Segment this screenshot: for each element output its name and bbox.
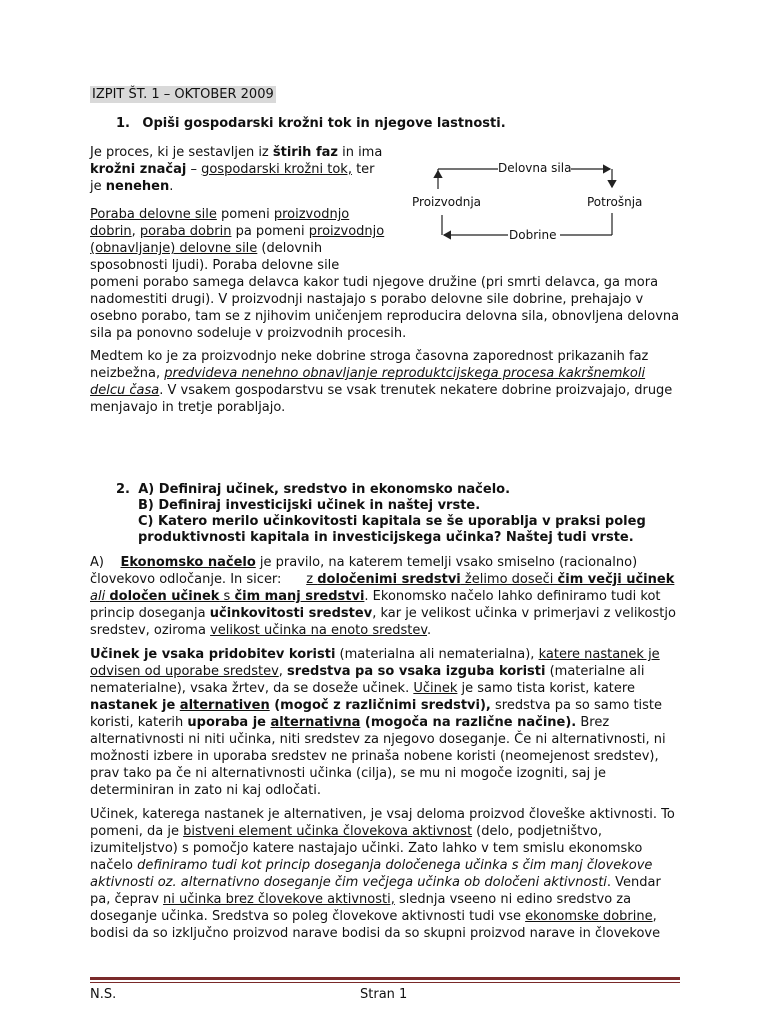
pA-line-1	[90, 554, 637, 571]
text-run: s	[219, 589, 235, 604]
text-run: Učinek	[413, 681, 458, 696]
text-run: C) Katero merilo učinkovitosti kapitala se še uporablja v praksi poleg	[138, 514, 646, 529]
text-run: alternativen	[179, 698, 270, 713]
text-run: A)	[90, 555, 104, 570]
text-run: osebno porabo, tam se z njihovim uničenjem reproducira delovna sila, obnovljena delovna	[90, 309, 680, 324]
pA-line-4	[90, 605, 676, 622]
pA-line-2	[90, 571, 674, 588]
page-number: Stran 1	[360, 987, 408, 1002]
text-run: (mogoč z različnimi sredstvi),	[269, 698, 491, 713]
text-run: določenimi sredstvi	[317, 572, 461, 587]
text-run: nadomestiti drugi). V proizvodnji nastajajo s porabo delovne sile dobrine, prehajajo v	[90, 292, 644, 307]
pB-line-1	[90, 646, 660, 663]
p1-line-2	[90, 223, 384, 240]
question-1-text: Opiši gospodarski krožni tok in njegove lastnosti.	[142, 116, 506, 131]
p1-line-3	[90, 240, 322, 257]
pB-line-5	[90, 714, 609, 731]
text-run: čim manj sredstvi	[234, 589, 365, 604]
text-run: (delovnih	[257, 241, 323, 256]
question-1-heading	[116, 115, 506, 132]
text-run: determiniran in zato ni kaj odločati.	[90, 783, 321, 798]
pB-line-3	[90, 680, 635, 697]
footer-rule-thin	[90, 982, 680, 983]
question-2-heading-line-2	[138, 497, 480, 514]
text-run: Brez	[576, 715, 610, 730]
text-run: predvideva nenehno obnavljanje reproduktcijskega procesa kakršnemkoli	[164, 366, 646, 381]
question-2-heading-line-1	[116, 481, 510, 498]
text-run: ni učinka brez človekove aktivnosti,	[163, 892, 395, 907]
text-run: pomeni, da je	[90, 824, 184, 839]
pB-line-8	[90, 765, 606, 782]
text-run: .	[169, 179, 174, 194]
text-run: ,	[652, 909, 657, 924]
text-run: princip doseganja	[90, 606, 210, 621]
diagram-label-top: Delovna sila	[498, 161, 572, 175]
text-run: (delo, podjetništvo,	[472, 824, 602, 839]
text-run: pa pomeni	[231, 224, 309, 239]
page-title: IZPIT ŠT. 1 – OKTOBER 2009	[92, 87, 274, 102]
text-run: .	[427, 623, 432, 638]
text-run: ,	[131, 224, 140, 239]
text-run: pomeni	[216, 207, 274, 222]
text-run: . V vsakem gospodarstvu se vsak trenutek nekatere dobrine proizvajajo, druge	[159, 383, 673, 398]
text-run: ali	[90, 589, 106, 604]
text-run: Poraba delovne sile	[90, 207, 217, 222]
text-run: ,	[278, 664, 288, 679]
text-run: bistveni element učinka človekova aktivnost	[183, 824, 473, 839]
text-run: Medtem ko je za proizvodnjo neke dobrine stroga časovna zaporednost prikazanih faz	[90, 349, 649, 364]
pC-line-7	[90, 908, 657, 925]
text-run: Je proces, ki je sestavljen iz	[90, 145, 273, 160]
text-run: Ekonomsko načelo	[120, 555, 256, 570]
question-2-heading-line-4	[138, 529, 634, 546]
p1-line-7	[90, 308, 679, 325]
text-run: , kar je velikost učinka v primerjavi z velikostjo	[372, 606, 676, 621]
pB-line-6	[90, 731, 666, 748]
text-run: pomeni porabo samega delavca kakor tudi njegove družine (pri smrti delavca, ga mora	[90, 275, 659, 290]
text-run: želimo doseči	[460, 572, 558, 587]
p1-line-1	[90, 206, 349, 223]
p1-line-8	[90, 325, 406, 342]
text-run: ekonomske dobrine	[525, 909, 653, 924]
pC-line-5	[90, 874, 661, 891]
pC-line-4	[90, 857, 652, 874]
text-run: z	[306, 572, 318, 587]
text-run: in ima	[337, 145, 383, 160]
text-run: je	[90, 179, 106, 194]
text-run: . Vendar	[606, 875, 661, 890]
p2-line-3	[90, 382, 672, 399]
intro-line-2	[90, 161, 375, 178]
text-run: čim večji učinek	[557, 572, 675, 587]
pC-line-6	[90, 891, 631, 908]
text-run: sredstva pa so vsaka izguba koristi	[287, 664, 546, 679]
pB-line-4	[90, 697, 662, 714]
text-run: poraba dobrin	[139, 224, 232, 239]
text-run: –	[186, 162, 202, 177]
text-run: proizvodnjo	[273, 207, 350, 222]
text-run: dobrin	[90, 224, 132, 239]
text-run: je samo tista korist, katere	[457, 681, 635, 696]
question-2-heading-line-3	[138, 513, 646, 530]
text-run: odvisen od uporabe sredstev	[90, 664, 279, 679]
text-run: možnosti izbere in uporaba sredstev ne prinaša nobene koristi (neomejenost sredstev),	[90, 749, 659, 764]
text-run: sredstva pa so samo tiste	[490, 698, 663, 713]
text-run: nastanek je	[90, 698, 180, 713]
p1-line-4	[90, 257, 339, 274]
text-run: B) Definiraj investicijski učinek in naštej vrste.	[138, 498, 481, 513]
text-run: sredstev, oziroma	[90, 623, 211, 638]
text-run: ter	[351, 162, 375, 177]
text-run: alternativna	[270, 715, 361, 730]
intro-line-1	[90, 144, 382, 161]
text-run: bodisi da so izključno proizvod narave bodisi da so skupni proizvod narave in človekove	[90, 926, 661, 941]
text-run: Učinek je vsaka pridobitev koristi	[90, 647, 336, 662]
question-1-number: 1.	[116, 116, 130, 131]
text-run: prav tako pa če ni alternativnosti učinka (cilja), se mu ni mogoče izogniti, saj je	[90, 766, 606, 781]
text-run: A) Definiraj učinek, sredstvo in ekonomsko načelo.	[138, 482, 511, 497]
text-run: (mogoča na različne načine).	[360, 715, 577, 730]
intro-line-3	[90, 178, 173, 195]
pC-line-1	[90, 806, 675, 823]
p2-line-2	[90, 365, 645, 382]
text-run: produktivnosti kapitala in investicijskega učinka? Naštej tudi vrste.	[138, 530, 634, 545]
text-run: slednja vseeno ni edino sredstvo za	[394, 892, 632, 907]
text-run: (materialne ali	[545, 664, 645, 679]
text-run: krožni značaj	[90, 162, 187, 177]
p1-line-6	[90, 291, 643, 308]
text-run: (obnavljanje) delovne sile	[90, 241, 258, 256]
text-run: alternativnosti ni niti učinka, niti sredstev za njegovo doseganje. Če ni alternativnosti, ni	[90, 732, 666, 747]
p2-line-1	[90, 348, 648, 365]
text-run: Učinek, katerega nastanek je alternativen, je vsaj deloma proizvod človeške aktivnosti. To	[90, 807, 675, 822]
text-run: je pravilo, na katerem temelji vsako smiselno (racionalno)	[255, 555, 638, 570]
footer-author: N.S.	[90, 987, 117, 1002]
text-run: proizvodnjo	[308, 224, 385, 239]
pB-line-2	[90, 663, 645, 680]
pB-line-7	[90, 748, 659, 765]
text-run: velikost učinka na enoto sredstev	[210, 623, 427, 638]
text-run: katere nastanek je	[538, 647, 660, 662]
text-run: uporaba je	[187, 715, 271, 730]
text-run: pa, čeprav	[90, 892, 164, 907]
text-run: aktivnosti oz. alternativno doseganje čim večjega učinka ob določeni aktivnosti	[90, 875, 607, 890]
text-run: izumiteljstvo) s pomočjo katere nastajajo učinki. Zato lahko v tem smislu ekonomsko	[90, 841, 643, 856]
circular-flow-diagram	[412, 155, 652, 245]
text-run: (materialna ali nematerialna),	[335, 647, 539, 662]
text-run: gospodarski krožni tok,	[201, 162, 352, 177]
question-2-number: 2.	[116, 482, 130, 497]
diagram-label-left: Proizvodnja	[412, 195, 482, 209]
footer-rule	[90, 977, 680, 980]
text-run: načelo	[90, 858, 138, 873]
pC-line-2	[90, 823, 602, 840]
text-run: štirih faz	[272, 145, 338, 160]
pA-line-5	[90, 622, 431, 639]
pC-line-3	[90, 840, 642, 857]
text-run: definiramo tudi kot princip doseganja določenega učinka s čim manj človekove	[137, 858, 653, 873]
text-run: nenehen	[105, 179, 170, 194]
text-run: menjavajo in tretje porabljajo.	[90, 400, 286, 415]
pC-line-8	[90, 925, 660, 942]
pB-line-9	[90, 782, 321, 799]
pA-line-3	[90, 588, 661, 605]
p2-line-4	[90, 399, 285, 416]
text-run: sposobnosti ljudi). Poraba delovne sile	[90, 258, 340, 273]
text-run: neizbežna,	[90, 366, 165, 381]
text-run: učinkovitosti sredstev	[209, 606, 373, 621]
p1-line-5	[90, 274, 658, 291]
text-run: doseganje učinka. Sredstva so poleg človekove aktivnosti tudi vse	[90, 909, 526, 924]
text-run: koristi, katerih	[90, 715, 188, 730]
text-run: delcu časa	[90, 383, 160, 398]
text-run: sila pa ponovno sodeluje v proizvodnih procesih.	[90, 326, 407, 341]
diagram-label-bottom: Dobrine	[509, 228, 557, 242]
text-run: . Ekonomsko načelo lahko definiramo tudi kot	[364, 589, 661, 604]
diagram-label-right: Potrošnja	[587, 195, 643, 209]
text-run: določen učinek	[109, 589, 220, 604]
text-run: nematerialne), vsaka žrtev, da se doseže učinek.	[90, 681, 414, 696]
text-run: človekovo odločanje. In sicer:	[90, 572, 282, 587]
